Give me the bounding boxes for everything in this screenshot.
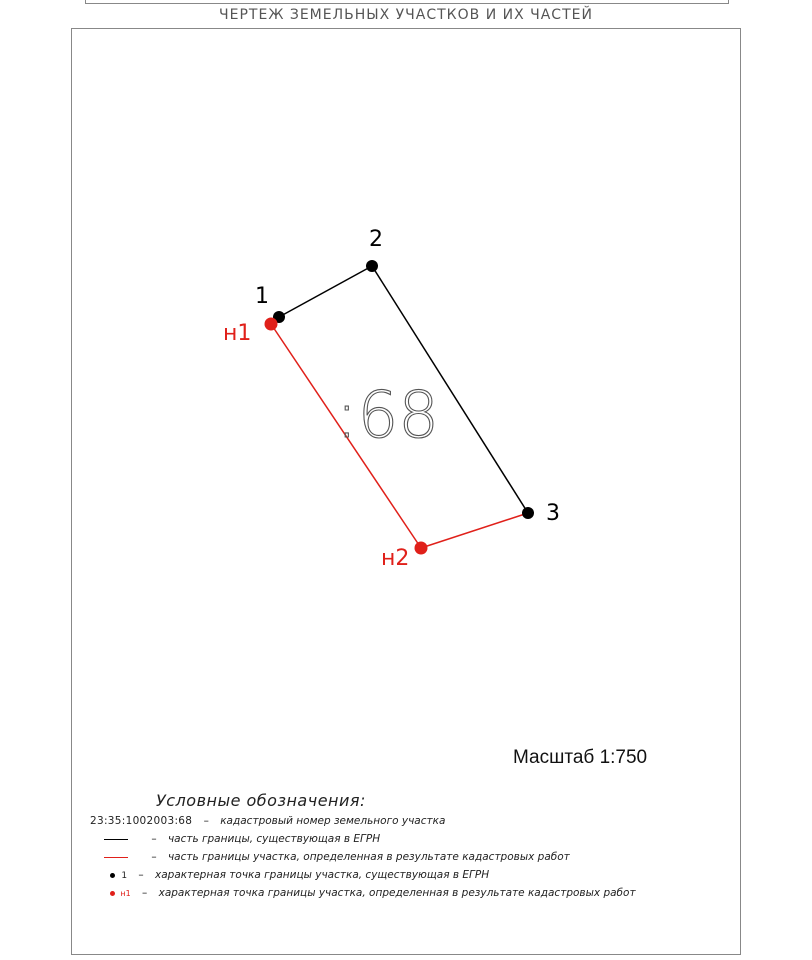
point-n2 (415, 542, 428, 555)
legend-dash: – (203, 815, 209, 827)
legend-cadastral-code: 23:35:1002003:68 (90, 815, 193, 827)
legend-dash: – (151, 851, 157, 863)
red-line-symbol (104, 857, 128, 858)
legend-item-cadastral (90, 815, 445, 831)
label-point-2: 2 (369, 227, 383, 252)
point-2 (366, 260, 378, 272)
legend-item-text: часть границы участка, определенная в результате кадастровых работ (167, 851, 570, 863)
label-point-1: 1 (255, 284, 269, 309)
legend-item-new-line (90, 851, 570, 867)
red-point-symbol (110, 891, 115, 896)
legend-item-existing-point (110, 869, 489, 885)
label-point-n1: н1 (223, 321, 252, 346)
legend-dash: – (138, 869, 144, 881)
document-title: ЧЕРТЕЖ ЗЕМЕЛЬНЫХ УЧАСТКОВ И ИХ ЧАСТЕЙ (219, 7, 593, 23)
black-point-symbol (110, 873, 115, 878)
legend-title: Условные обозначения: (156, 791, 366, 810)
legend-symbol-label: н1 (120, 889, 131, 898)
legend-dash: – (142, 887, 148, 899)
parcel-label: :68 (336, 379, 439, 453)
legend-symbol-label: 1 (121, 871, 128, 881)
legend-dash: – (151, 833, 157, 845)
legend-item-text: кадастровый номер земельного участка (220, 815, 446, 827)
black-line-symbol (104, 839, 128, 840)
label-point-3: 3 (546, 501, 560, 526)
legend-item-new-point (110, 887, 636, 903)
point-n1 (265, 318, 278, 331)
boundary-3-n2 (421, 513, 528, 548)
label-point-n2: н2 (381, 546, 410, 571)
legend-item-text: характерная точка границы участка, существующая в ЕГРН (155, 869, 490, 881)
legend-item-text: характерная точка границы участка, определенная в результате кадастровых работ (158, 887, 636, 899)
legend-item-existing-line (90, 833, 380, 849)
point-3 (522, 507, 534, 519)
boundary-1-2 (279, 266, 372, 317)
legend-item-text: часть границы, существующая в ЕГРН (167, 833, 381, 845)
scale-label: Масштаб 1:750 (513, 747, 648, 768)
